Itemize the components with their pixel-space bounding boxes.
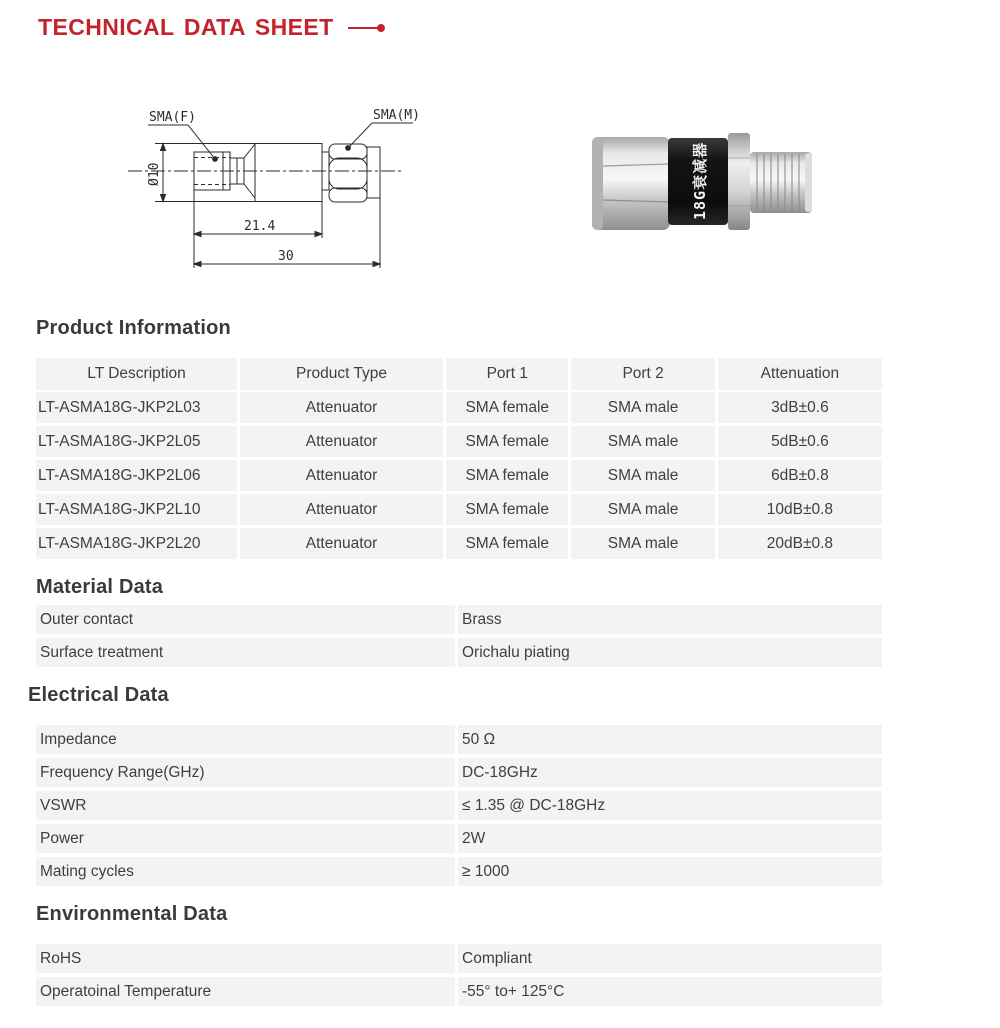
table-cell: SMA male (571, 460, 714, 491)
property-value: ≤ 1.35 @ DC-18GHz (458, 791, 882, 820)
environmental-data-table (36, 944, 882, 1006)
table-cell: 20dB±0.8 (718, 528, 882, 559)
property-value: ≥ 1000 (458, 857, 882, 886)
section-heading-product-information: Product Information (36, 317, 231, 339)
table-cell: 5dB±0.6 (718, 426, 882, 457)
page-title: TECHNICAL DATA SHEET (38, 14, 334, 40)
label-body-length: 21.4 (244, 219, 276, 234)
property-value: 50 Ω (458, 725, 882, 754)
table-cell: SMA male (571, 392, 714, 423)
property-value: 2W (458, 824, 882, 853)
property-name: RoHS (36, 944, 455, 973)
table-cell: SMA male (571, 494, 714, 525)
column-header: Port 1 (446, 358, 568, 390)
section-heading-environmental-data: Environmental Data (36, 903, 228, 925)
table-cell: SMA male (571, 426, 714, 457)
label-sma-female: SMA(F) (149, 110, 196, 125)
label-sma-male: SMA(M) (373, 108, 420, 123)
title-arrow-decoration (348, 24, 385, 32)
drawing-main-body (255, 144, 322, 202)
table-cell: LT-ASMA18G-JKP2L03 (36, 392, 237, 423)
photo-black-band (668, 138, 728, 225)
material-data-table (36, 605, 882, 667)
table-cell: 10dB±0.8 (718, 494, 882, 525)
drawing-hex-nut (329, 144, 367, 202)
table-cell: Attenuator (240, 494, 443, 525)
property-name: Outer contact (36, 605, 455, 634)
product-photo (585, 128, 820, 233)
photo-male-connector (592, 137, 670, 230)
property-name: Mating cycles (36, 857, 455, 886)
technical-drawing (110, 88, 450, 278)
property-value: Orichalu piating (458, 638, 882, 667)
photo-female-threads (750, 152, 812, 213)
property-name: Surface treatment (36, 638, 455, 667)
arrow-dot (377, 24, 385, 32)
header (38, 14, 385, 41)
photo-band-label: 18G衰减器 (691, 141, 709, 220)
property-value: Brass (458, 605, 882, 634)
arrow-line (348, 27, 378, 29)
column-header: Product Type (240, 358, 443, 390)
table-cell: Attenuator (240, 460, 443, 491)
table-cell: SMA male (571, 528, 714, 559)
leader-lines (148, 123, 413, 161)
property-name: Frequency Range(GHz) (36, 758, 455, 787)
table-cell: SMA female (446, 528, 568, 559)
table-cell: SMA female (446, 460, 568, 491)
electrical-data-table (36, 725, 882, 886)
property-name: VSWR (36, 791, 455, 820)
property-value: -55° to+ 125°C (458, 977, 882, 1006)
property-name: Operatoinal Temperature (36, 977, 455, 1006)
column-header: Port 2 (571, 358, 714, 390)
table-cell: LT-ASMA18G-JKP2L10 (36, 494, 237, 525)
section-heading-material-data: Material Data (36, 576, 164, 598)
label-diameter: Ø10 (147, 162, 162, 186)
table-cell: SMA female (446, 426, 568, 457)
section-heading-electrical-data: Electrical Data (28, 684, 169, 706)
column-header: LT Description (36, 358, 237, 390)
table-cell: Attenuator (240, 426, 443, 457)
product-information-table (36, 358, 882, 559)
property-value: Compliant (458, 944, 882, 973)
label-overall-length: 30 (278, 249, 294, 264)
table-cell: Attenuator (240, 392, 443, 423)
table-cell: SMA female (446, 494, 568, 525)
table-cell: 6dB±0.8 (718, 460, 882, 491)
table-cell: Attenuator (240, 528, 443, 559)
property-name: Impedance (36, 725, 455, 754)
table-cell: LT-ASMA18G-JKP2L06 (36, 460, 237, 491)
table-cell: SMA female (446, 392, 568, 423)
table-cell: LT-ASMA18G-JKP2L20 (36, 528, 237, 559)
property-value: DC-18GHz (458, 758, 882, 787)
column-header: Attenuation (718, 358, 882, 390)
drawing-male-barrel (367, 147, 380, 198)
property-name: Power (36, 824, 455, 853)
photo-flange (728, 133, 750, 230)
table-cell: LT-ASMA18G-JKP2L05 (36, 426, 237, 457)
table-cell: 3dB±0.6 (718, 392, 882, 423)
